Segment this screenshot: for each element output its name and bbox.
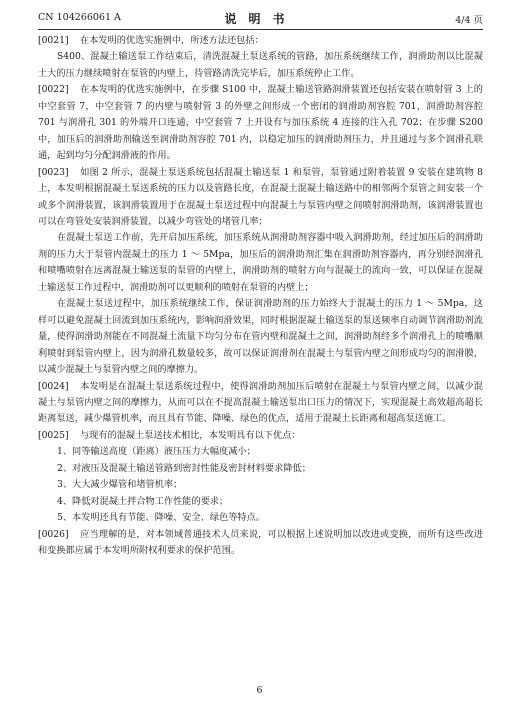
paragraph-text: 应当理解的是，对本领域普通技术人员来说，可以根据上述说明加以改进或变换，而所有这些改进和变换都应属于本发明所附权利要求的保护范围。 bbox=[38, 528, 483, 557]
header-rule bbox=[38, 29, 483, 30]
paragraph-text: 在本发明的优选实施例中，所述方法还包括： bbox=[80, 35, 264, 46]
paragraph-number: [0021] bbox=[38, 35, 69, 46]
paragraph-text: 如图 2 所示，混凝土泵送系统包括混凝土输送泵 1 和泵管，泵管通过附着装置 9 安装在建筑物 8 上，本发明根据混凝土泵送系统的压力以及管路长度，在混凝土混凝土输送路中的相邻两个泵管之间安装一个或多个润滑装置，该润滑装置用于在混凝土泵送过程中向混凝土与泵管内壁之间喷射润滑助剂，该润滑装置也可以在弯管处安装润滑装置，以减少弯管处的堵管几率； bbox=[38, 166, 483, 227]
paragraph bbox=[38, 165, 483, 231]
paragraph-continuation: 3、大大减少爆管和堵管机率； bbox=[57, 479, 183, 491]
paragraph-continuation: 4、降低对混凝土拌合物工作性能的要求； bbox=[57, 495, 229, 507]
paragraph bbox=[38, 33, 483, 49]
paragraph-continuation: 1、同等输送高度（距离）液压压力大幅度减小； bbox=[57, 446, 256, 458]
paragraph-continuation: S400、混凝土输送泵工作结束后，清洗混凝土泵送系统的管路，加压系统继续工作，润滑助剂以比混凝土大的压力继续喷射在泵管的内壁上，待管路清洗完毕后，加压系统停止工作。 bbox=[38, 51, 483, 79]
paragraph-continuation: 在混凝土泵送过程中，加压系统继续工作，保证润滑助剂的压力始终大于混凝土的压力 1 ～ 5Mpa，这样可以避免混凝土回流到加压系统内，影响润滑效果，同时根据混凝土输送泵的泵送频率自动调节润滑助剂流量，使得润滑助剂能在不同混凝土流量下均匀分布在管内壁和混凝土之间，润滑助剂经多个润滑孔上的喷嘴顺利喷射到泵管内壁上，因为润滑孔数量较多，故可以保证润滑剂在混凝土与泵管内壁之间形成均匀的润滑膜，以减少混凝土与泵管内壁之间的摩擦力。 bbox=[38, 298, 483, 376]
document-body bbox=[38, 33, 483, 560]
page-header bbox=[38, 10, 483, 26]
page-count: 4/4 页 bbox=[455, 15, 483, 26]
paragraph-text: 与现有的混凝土泵送技术相比，本发明具有以下优点： bbox=[80, 429, 301, 441]
paragraph bbox=[38, 82, 483, 164]
paragraph-continuation: 5、本发明还具有节能、降噪、安全、绿色等特点。 bbox=[57, 512, 265, 524]
paragraph-text: 本发明是在混凝土泵送系统过程中，使得润滑助剂加压后喷射在混凝土与泵管内壁之间，以减少混凝土与泵管内壁之间的摩擦力，从而可以在不提高混凝土输送泵出口压力的情况下，实现混凝土高效超高超长距离泵送，减少爆管机率，而且具有节能、降噪、绿色的优点，适用于混凝土长距离和超高泵送施工。 bbox=[38, 380, 483, 425]
paragraph bbox=[38, 428, 483, 444]
paragraph-number: [0025] bbox=[38, 429, 69, 441]
paragraph-number: [0024] bbox=[38, 380, 69, 392]
paragraph bbox=[38, 527, 483, 560]
page-title: 说明书 bbox=[224, 12, 297, 26]
paragraph-continuation: 在混凝土泵送工作前，先开启加压系统，加压系统从润滑助剂容器中吸入润滑助剂，经过加压后的润滑助剂的压力大于泵管内混凝土的压力 1 ～ 5Mpa，加压后的润滑助剂汇集在润滑助剂容器内，再分别经润滑孔和喷嘴喷射在远离混凝土输送泵的泵管的内壁上，润滑助剂的喷射方向与混凝土的流向一致，可以保证在混凝土输送泵工作过程中，润滑助剂可以更顺利的喷射在泵管的内壁上； bbox=[38, 232, 483, 293]
paragraph-number: [0026] bbox=[38, 528, 69, 540]
paragraph-text: 在本发明的优选实施例中，在步骤 S100 中，混凝土输送管路润滑装置还包括安装在喷射管 3 上的中空套管 7，中空套管 7 的内壁与喷射管 3 的外壁之间形成一个密闭的润滑助剂容腔 701，润滑助剂容腔 701 与润滑孔 301 的外端开口连通，中空套管 7 上开设有与加压系统 4 连接的注入孔 702；在步骤 S200 中，加压后的润滑助剂输送至润滑助剂容腔 701 内，以稳定加压的润滑助剂压力，并且通过与多个润滑孔联通，起到均匀分配润滑液的作用。 bbox=[38, 84, 483, 162]
paragraph-number: [0022] bbox=[38, 84, 69, 96]
paragraph-continuation: 2、对液压及混凝土输送管路到密封性能及密封材料要求降低； bbox=[57, 462, 311, 474]
paragraph bbox=[38, 379, 483, 428]
paragraph-number: [0023] bbox=[38, 166, 69, 178]
patent-number: CN 104266061 A bbox=[38, 12, 121, 23]
page-number: 6 bbox=[256, 685, 263, 696]
